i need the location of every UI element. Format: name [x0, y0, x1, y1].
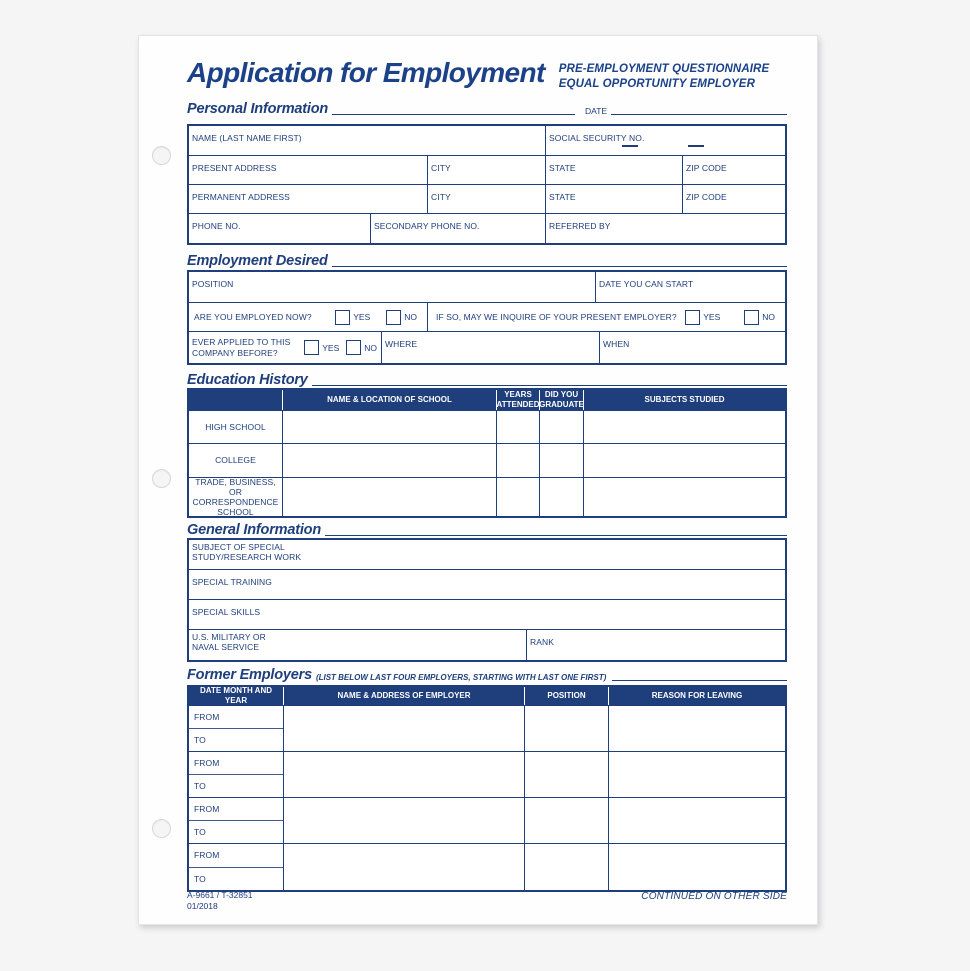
permanent-address-field[interactable]	[189, 185, 428, 213]
employer-1-to-field[interactable]	[189, 729, 283, 751]
subtitle-line-1: PRE-EMPLOYMENT QUESTIONNAIRE	[558, 63, 770, 75]
employer-2-reason-field[interactable]	[609, 752, 785, 797]
education-header-years: YEARS ATTENDED	[496, 390, 540, 409]
rank-field[interactable]	[527, 630, 785, 660]
inquire-yes-checkbox[interactable]	[685, 310, 700, 325]
zip-label: ZIP CODE	[686, 163, 727, 173]
employer-4-from-field[interactable]	[189, 844, 283, 868]
present-address-field[interactable]	[189, 156, 428, 184]
city-label: CITY	[431, 163, 451, 173]
yes-label: YES	[322, 342, 340, 353]
employer-3-to-field[interactable]	[189, 821, 283, 843]
continued-note: CONTINUED ON OTHER SIDE	[641, 891, 787, 902]
employer-4-position-field[interactable]	[525, 844, 609, 890]
employed-now-label: ARE YOU EMPLOYED NOW?	[194, 311, 312, 322]
permanent-city-field[interactable]	[428, 185, 546, 213]
rank-label: RANK	[530, 637, 555, 647]
state-label: STATE	[549, 192, 576, 202]
trade-years-field[interactable]	[497, 478, 540, 516]
special-training-field[interactable]	[189, 570, 785, 599]
inquire-employer-field	[428, 303, 785, 331]
secondary-phone-label: SECONDARY PHONE NO.	[374, 221, 480, 231]
employer-row-2	[189, 752, 785, 798]
employer-2-dates	[189, 752, 284, 797]
college-label: COLLEGE	[215, 455, 256, 466]
heading-rule	[325, 535, 787, 536]
employer-1-from-field[interactable]	[189, 706, 283, 729]
date-start-field[interactable]	[596, 272, 785, 302]
education-header-school: NAME & LOCATION OF SCHOOL	[283, 390, 497, 410]
employer-row-3	[189, 798, 785, 844]
no-label: NO	[364, 342, 377, 353]
date-fill-line[interactable]	[611, 114, 787, 115]
college-years-field[interactable]	[497, 444, 540, 477]
permanent-state-field[interactable]	[546, 185, 683, 213]
form-title: Application for Employment	[187, 57, 545, 88]
inquire-employer-label: IF SO, MAY WE INQUIRE OF YOUR PRESENT EMPLOYER?	[436, 311, 677, 322]
yes-label: YES	[353, 312, 371, 322]
special-study-label: SUBJECT OF SPECIAL STUDY/RESEARCH WORK	[192, 542, 302, 563]
college-subjects-field[interactable]	[584, 444, 785, 477]
heading-rule	[612, 680, 787, 681]
heading-rule	[332, 114, 575, 115]
employer-1-position-field[interactable]	[525, 706, 609, 751]
education-header-graduate: DID YOU GRADUATE	[539, 390, 584, 409]
special-skills-field[interactable]	[189, 600, 785, 629]
special-training-label: SPECIAL TRAINING	[192, 577, 273, 587]
from-label: FROM	[194, 711, 220, 722]
form-subtitle	[559, 58, 769, 92]
ssn-label: SOCIAL SECURITY NO.	[549, 133, 645, 143]
employed-now-yes-checkbox[interactable]	[335, 310, 350, 325]
date-label: DATE	[585, 105, 608, 116]
form-revision-date: 01/2018	[187, 901, 218, 912]
highschool-graduate-field[interactable]	[540, 411, 584, 443]
present-state-field[interactable]	[546, 156, 683, 184]
special-study-field[interactable]	[189, 540, 785, 569]
employer-1-dates	[189, 706, 284, 751]
from-label: FROM	[194, 757, 220, 768]
former-employers-table	[187, 685, 787, 892]
education-heading-text: Education History	[187, 372, 308, 388]
where-field[interactable]	[382, 332, 600, 363]
highschool-subjects-field[interactable]	[584, 411, 785, 443]
present-zip-field[interactable]	[683, 156, 785, 184]
ever-applied-no-checkbox[interactable]	[346, 340, 361, 355]
employer-3-name-field[interactable]	[284, 798, 525, 843]
name-label: NAME (LAST NAME FIRST)	[192, 133, 302, 143]
employer-3-dates	[189, 798, 284, 843]
from-label: FROM	[194, 850, 220, 861]
highschool-years-field[interactable]	[497, 411, 540, 443]
employers-heading-note: (LIST BELOW LAST FOUR EMPLOYERS, STARTING WITH LAST ONE FIRST)	[315, 672, 607, 682]
yes-label: YES	[703, 312, 721, 322]
no-label: NO	[404, 312, 417, 322]
to-label: TO	[194, 826, 206, 837]
to-label: TO	[194, 873, 206, 884]
employer-row-1	[189, 706, 785, 752]
present-address-label: PRESENT ADDRESS	[192, 163, 277, 173]
date-start-label: DATE YOU CAN START	[599, 279, 694, 289]
present-city-field[interactable]	[428, 156, 546, 184]
punch-hole-middle	[152, 469, 171, 488]
education-header-blank	[189, 390, 283, 410]
employer-3-position-field[interactable]	[525, 798, 609, 843]
employers-header-name: NAME & ADDRESS OF EMPLOYER	[284, 687, 525, 705]
position-label: POSITION	[192, 279, 234, 289]
to-label: TO	[194, 734, 206, 745]
general-info-table	[187, 538, 787, 662]
where-label: WHERE	[385, 339, 418, 349]
employer-3-reason-field[interactable]	[609, 798, 785, 843]
personal-heading-text: Personal Information	[187, 101, 329, 117]
employment-desired-table	[187, 270, 787, 365]
employer-2-from-field[interactable]	[189, 752, 283, 775]
employed-now-no-checkbox[interactable]	[386, 310, 401, 325]
education-row-highschool	[189, 411, 283, 443]
employers-header-position: POSITION	[525, 687, 609, 705]
to-label: TO	[194, 780, 206, 791]
employer-2-name-field[interactable]	[284, 752, 525, 797]
employers-header-date: DATE MONTH AND YEAR	[189, 687, 284, 705]
form-footer	[187, 890, 787, 912]
from-label: FROM	[194, 803, 220, 814]
ssn-dash-2	[688, 145, 704, 147]
education-history-table	[187, 388, 787, 518]
subtitle-line-2: EQUAL OPPORTUNITY EMPLOYER	[558, 77, 755, 90]
employer-row-4	[189, 844, 785, 890]
college-school-field[interactable]	[283, 444, 497, 477]
heading-rule	[312, 385, 787, 386]
ssn-field[interactable]	[546, 126, 785, 155]
education-header-subjects: SUBJECTS STUDIED	[584, 390, 785, 410]
military-service-field[interactable]	[189, 630, 527, 660]
general-heading-text: General Information	[187, 522, 321, 538]
highschool-school-field[interactable]	[283, 411, 497, 443]
college-graduate-field[interactable]	[540, 444, 584, 477]
ssn-dash-1	[622, 145, 638, 147]
punch-hole-bottom	[152, 819, 171, 838]
form-codes	[187, 890, 253, 912]
employer-1-reason-field[interactable]	[609, 706, 785, 751]
employer-4-to-field[interactable]	[189, 868, 283, 891]
ever-applied-field	[189, 332, 382, 363]
when-field[interactable]	[600, 332, 785, 363]
form-header	[187, 58, 787, 92]
form-code: A-9661 / T-32851	[187, 890, 253, 900]
phone-label: PHONE NO.	[192, 221, 241, 231]
education-row-college	[189, 444, 283, 477]
name-field[interactable]	[189, 126, 546, 155]
employer-1-name-field[interactable]	[284, 706, 525, 751]
position-field[interactable]	[189, 272, 596, 302]
employed-now-field	[189, 303, 428, 331]
employer-2-position-field[interactable]	[525, 752, 609, 797]
permanent-zip-field[interactable]	[683, 185, 785, 213]
trade-school-field[interactable]	[283, 478, 497, 516]
employers-section-heading	[187, 668, 787, 683]
punch-hole-top	[152, 146, 171, 165]
application-form-page	[138, 35, 818, 925]
employers-header-reason: REASON FOR LEAVING	[609, 687, 785, 705]
heading-rule	[332, 266, 787, 267]
special-skills-label: SPECIAL SKILLS	[192, 607, 261, 617]
employer-4-reason-field[interactable]	[609, 844, 785, 890]
employer-3-from-field[interactable]	[189, 798, 283, 821]
ever-applied-yes-checkbox[interactable]	[304, 340, 319, 355]
employer-2-to-field[interactable]	[189, 775, 283, 797]
referred-by-field[interactable]	[546, 214, 785, 243]
inquire-no-checkbox[interactable]	[744, 310, 759, 325]
employment-heading-text: Employment Desired	[187, 253, 328, 269]
employer-4-name-field[interactable]	[284, 844, 525, 890]
trade-graduate-field[interactable]	[540, 478, 584, 516]
zip-label: ZIP CODE	[686, 192, 727, 202]
phone-field[interactable]	[189, 214, 371, 243]
trade-school-label: TRADE, BUSINESS, OR CORRESPONDENCE SCHOOL	[192, 476, 279, 518]
employers-heading-text: Former Employers	[187, 667, 312, 683]
referred-by-label: REFERRED BY	[549, 221, 611, 231]
city-label: CITY	[431, 192, 451, 202]
employment-section-heading	[187, 254, 787, 269]
education-section-heading	[187, 373, 787, 388]
employer-4-dates	[189, 844, 284, 890]
permanent-address-label: PERMANENT ADDRESS	[192, 192, 290, 202]
military-service-label: U.S. MILITARY OR NAVAL SERVICE	[192, 632, 266, 653]
personal-info-table	[187, 124, 787, 245]
secondary-phone-field[interactable]	[371, 214, 546, 243]
education-row-trade	[189, 478, 283, 516]
ever-applied-label: EVER APPLIED TO THIS COMPANY BEFORE?	[192, 337, 291, 358]
trade-subjects-field[interactable]	[584, 478, 785, 516]
highschool-label: HIGH SCHOOL	[205, 421, 266, 432]
state-label: STATE	[549, 163, 576, 173]
personal-section-heading	[187, 102, 787, 117]
when-label: WHEN	[603, 339, 630, 349]
no-label: NO	[762, 312, 775, 322]
general-section-heading	[187, 523, 787, 538]
